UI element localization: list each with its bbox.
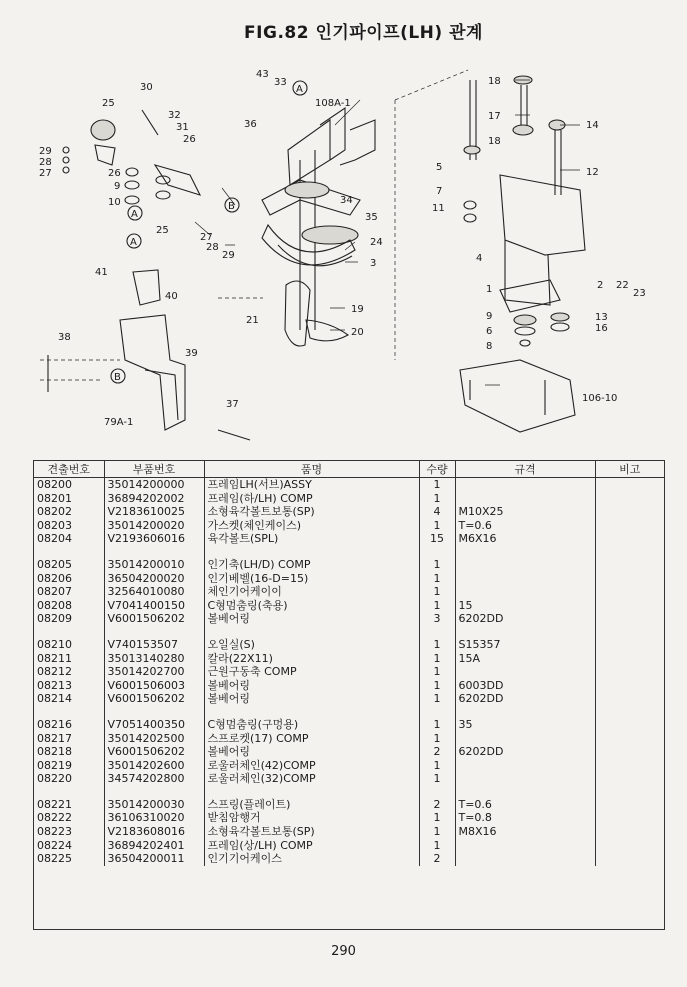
table-row [34,612,664,626]
part-name-cell: 볼베어링 [204,679,419,693]
quantity-cell: 2 [419,745,455,759]
remarks-cell [595,839,664,853]
table-row [34,665,664,679]
callout: 40 [165,291,178,302]
part-name-cell: 칼라(22X11) [204,652,419,666]
parts-table-body [34,478,664,866]
ref-cell: 08220 [34,772,104,786]
ref-cell: 08221 [34,798,104,812]
table-row [34,745,664,759]
callout: 10 [108,197,121,208]
quantity-cell: 1 [419,572,455,586]
callout: 43 [256,69,269,80]
part-name-cell: 받침암행거 [204,811,419,825]
table-row [34,852,664,866]
quantity-cell: 1 [419,478,455,492]
part-number-cell: V2183608016 [104,825,204,839]
callout: 34 [340,195,353,206]
callout: 25 [102,98,115,109]
ref-cell: 08202 [34,505,104,519]
spec-cell: M10X25 [455,505,595,519]
callout: 18 [488,76,501,87]
remarks-cell [595,852,664,866]
parts-list-table [33,460,665,930]
remarks-cell [595,532,664,546]
quantity-cell: 1 [419,692,455,706]
callout: 9 [486,311,493,322]
column-header-ref: 견출번호 [34,461,104,478]
part-name-cell: 체인기어케이이 [204,585,419,599]
quantity-cell: 1 [419,665,455,679]
leader-lines [195,70,580,385]
spec-cell [455,665,595,679]
ref-cell: 08201 [34,492,104,506]
callout: 3 [370,258,377,269]
part-number-cell: 36504200011 [104,852,204,866]
table-row [34,811,664,825]
remarks-cell [595,665,664,679]
remarks-cell [595,745,664,759]
table-spacer-row [34,706,664,718]
part-number-cell: 34574202800 [104,772,204,786]
spec-cell [455,558,595,572]
part-name-cell: 가스켓(체인케이스) [204,519,419,533]
reference-marker: A [131,209,138,220]
quantity-cell: 1 [419,732,455,746]
part-name-cell: 인기축(LH/D) COMP [204,558,419,572]
spec-cell [455,585,595,599]
ref-cell: 08217 [34,732,104,746]
part-number-cell: V7051400350 [104,718,204,732]
callout: 6 [486,326,493,337]
callout: 2 [597,280,604,291]
part-number-cell: V6001506202 [104,612,204,626]
callout: 31 [176,122,189,133]
quantity-cell: 1 [419,652,455,666]
remarks-cell [595,772,664,786]
ref-cell: 08214 [34,692,104,706]
table-row [34,718,664,732]
quantity-cell: 2 [419,852,455,866]
part-number-cell: 36894202002 [104,492,204,506]
exploded-parts-diagram [0,55,687,455]
part-number-cell: 35014202700 [104,665,204,679]
callout: 16 [595,323,608,334]
part-number-cell: 35014202500 [104,732,204,746]
ref-cell: 08209 [34,612,104,626]
callout: 37 [226,399,239,410]
spec-cell: 6202DD [455,612,595,626]
ref-cell: 08211 [34,652,104,666]
part-number-cell: 35013140280 [104,652,204,666]
part-name-cell: 프레임(하/LH) COMP [204,492,419,506]
callout: 26 [108,168,121,179]
table-row [34,492,664,506]
remarks-cell [595,478,664,492]
part-number-cell: 36106310020 [104,811,204,825]
part-number-cell: V2193606016 [104,532,204,546]
quantity-cell: 1 [419,519,455,533]
table-row [34,839,664,853]
callout: 39 [185,348,198,359]
remarks-cell [595,505,664,519]
spec-cell: M6X16 [455,532,595,546]
ref-cell: 08225 [34,852,104,866]
ref-cell: 08212 [34,665,104,679]
callout: 25 [156,225,169,236]
callout: 36 [244,119,257,130]
spec-cell: 35 [455,718,595,732]
part-name-cell: 로울러체인(42)COMP [204,759,419,773]
quantity-cell: 1 [419,718,455,732]
callout: 12 [586,167,599,178]
callout: 79A-1 [104,417,134,428]
part-number-cell: 35014200030 [104,798,204,812]
callout: 28 [206,242,219,253]
ref-cell: 08213 [34,679,104,693]
callout: 32 [168,110,181,121]
table-row [34,652,664,666]
ref-cell: 08218 [34,745,104,759]
spec-cell [455,572,595,586]
part-number-cell: 36504200020 [104,572,204,586]
ref-cell: 08223 [34,825,104,839]
part-name-cell: 근원구동축 COMP [204,665,419,679]
remarks-cell [595,652,664,666]
spec-cell: 6202DD [455,745,595,759]
remarks-cell [595,718,664,732]
spec-cell [455,732,595,746]
table-row [34,505,664,519]
reference-marker: B [228,201,235,212]
part-name-cell: 프레임(상/LH) COMP [204,839,419,853]
part-name-cell: 볼베어링 [204,745,419,759]
callout: 4 [476,253,483,264]
part-number-cell: 35014200000 [104,478,204,492]
quantity-cell: 1 [419,679,455,693]
column-header-part-name: 품명 [204,461,419,478]
callout: 33 [274,77,287,88]
table-row [34,759,664,773]
callout: 27 [39,168,52,179]
ref-cell: 08219 [34,759,104,773]
quantity-cell: 1 [419,585,455,599]
callout: 14 [586,120,599,131]
part-number-cell: 35014200020 [104,519,204,533]
table-row [34,798,664,812]
column-header-quantity: 수량 [419,461,455,478]
callout: 23 [633,288,646,299]
quantity-cell: 1 [419,492,455,506]
callout: 7 [436,186,443,197]
column-header-remarks: 비고 [595,461,664,478]
table-row [34,572,664,586]
remarks-cell [595,585,664,599]
part-name-cell: 육각볼트(SPL) [204,532,419,546]
reference-marker: A [130,237,137,248]
quantity-cell: 3 [419,612,455,626]
part-name-cell: C형멈춤링(축용) [204,599,419,613]
spec-cell: T=0.6 [455,798,595,812]
quantity-cell: 1 [419,638,455,652]
quantity-cell: 1 [419,772,455,786]
reference-marker: B [114,372,121,383]
callout: 22 [616,280,629,291]
ref-cell: 08205 [34,558,104,572]
callout: 24 [370,237,383,248]
callout: 1 [486,284,493,295]
spec-cell: 6003DD [455,679,595,693]
ref-cell: 08224 [34,839,104,853]
remarks-cell [595,732,664,746]
remarks-cell [595,638,664,652]
part-number-cell: V6001506202 [104,692,204,706]
remarks-cell [595,572,664,586]
part-name-cell: 스프링(플레이트) [204,798,419,812]
table-header-row [34,461,664,478]
ref-cell: 08204 [34,532,104,546]
callout: 11 [432,203,445,214]
part-name-cell: 볼베어링 [204,692,419,706]
remarks-cell [595,492,664,506]
callout: 8 [486,341,493,352]
quantity-cell: 1 [419,759,455,773]
quantity-cell: 4 [419,505,455,519]
part-number-cell: V740153507 [104,638,204,652]
spec-cell: T=0.8 [455,811,595,825]
spec-cell: 15A [455,652,595,666]
quantity-cell: 1 [419,811,455,825]
part-name-cell: 인기기어케이스 [204,852,419,866]
table-row [34,732,664,746]
callout: 5 [436,162,443,173]
callout: 17 [488,111,501,122]
table-row [34,692,664,706]
remarks-cell [595,825,664,839]
remarks-cell [595,759,664,773]
part-name-cell: 프레임LH(서브)ASSY [204,478,419,492]
spec-cell [455,478,595,492]
spec-cell: S15357 [455,638,595,652]
callout: 9 [114,181,121,192]
table-row [34,585,664,599]
table-row [34,558,664,572]
part-number-cell: 36894202401 [104,839,204,853]
reference-marker: A [296,84,303,95]
table-spacer-row [34,626,664,638]
spec-cell [455,492,595,506]
quantity-cell: 1 [419,599,455,613]
figure-title: FIG.82 인기파이프(LH) 관계 [244,23,483,43]
table-row [34,599,664,613]
page-number: 290 [331,944,356,959]
callout: 35 [365,212,378,223]
part-name-cell: 스프로켓(17) COMP [204,732,419,746]
part-name-cell: 소형육각볼트보통(SP) [204,505,419,519]
bracket-parts-drawing [40,270,250,440]
table-row [34,532,664,546]
part-name-cell: 인기베벨(16-D=15) [204,572,419,586]
spec-cell: 6202DD [455,692,595,706]
remarks-cell [595,519,664,533]
part-name-cell: 로울러체인(32)COMP [204,772,419,786]
remarks-cell [595,612,664,626]
ref-cell: 08203 [34,519,104,533]
table-row [34,638,664,652]
remarks-cell [595,599,664,613]
callout: 106-10 [582,393,618,404]
callout: 38 [58,332,71,343]
ref-cell: 08208 [34,599,104,613]
remarks-cell [595,692,664,706]
callout: 41 [95,267,108,278]
quantity-cell: 1 [419,558,455,572]
part-name-cell: C형멈춤링(구멍용) [204,718,419,732]
callout: 29 [222,250,235,261]
quantity-cell: 2 [419,798,455,812]
part-name-cell: 오일실(S) [204,638,419,652]
table-row [34,825,664,839]
part-name-cell: 볼베어링 [204,612,419,626]
callout: 29 [39,146,52,157]
spec-cell [455,759,595,773]
part-number-cell: 35014200010 [104,558,204,572]
ref-cell: 08206 [34,572,104,586]
part-number-cell: 35014202600 [104,759,204,773]
table-spacer-row [34,786,664,798]
table-row [34,679,664,693]
callout: 30 [140,82,153,93]
spec-cell: T=0.6 [455,519,595,533]
part-number-cell: 32564010080 [104,585,204,599]
part-number-cell: V6001506003 [104,679,204,693]
callout: 20 [351,327,364,338]
remarks-cell [595,679,664,693]
ref-cell: 08216 [34,718,104,732]
column-header-part-number: 부품번호 [104,461,204,478]
parts-table [34,461,664,866]
table-row [34,772,664,786]
quantity-cell: 1 [419,839,455,853]
table-row [34,478,664,492]
spec-cell: 15 [455,599,595,613]
spec-cell [455,772,595,786]
quantity-cell: 15 [419,532,455,546]
callout: 19 [351,304,364,315]
ref-cell: 08200 [34,478,104,492]
ref-cell: 08210 [34,638,104,652]
part-number-cell: V7041400150 [104,599,204,613]
callout: 108A-1 [315,98,351,109]
spec-cell [455,839,595,853]
table-spacer-row [34,546,664,558]
column-header-spec: 규격 [455,461,595,478]
callout: 21 [246,315,259,326]
remarks-cell [595,558,664,572]
part-name-cell: 소형육각볼트보통(SP) [204,825,419,839]
callout: 27 [200,232,213,243]
quantity-cell: 1 [419,825,455,839]
ref-cell: 08222 [34,811,104,825]
callout: 26 [183,134,196,145]
ref-cell: 08207 [34,585,104,599]
callout: 18 [488,136,501,147]
part-number-cell: V2183610025 [104,505,204,519]
callout: 28 [39,157,52,168]
remarks-cell [595,811,664,825]
spec-cell [455,852,595,866]
spec-cell: M8X16 [455,825,595,839]
remarks-cell [595,798,664,812]
callout: 13 [595,312,608,323]
part-number-cell: V6001506202 [104,745,204,759]
table-row [34,519,664,533]
